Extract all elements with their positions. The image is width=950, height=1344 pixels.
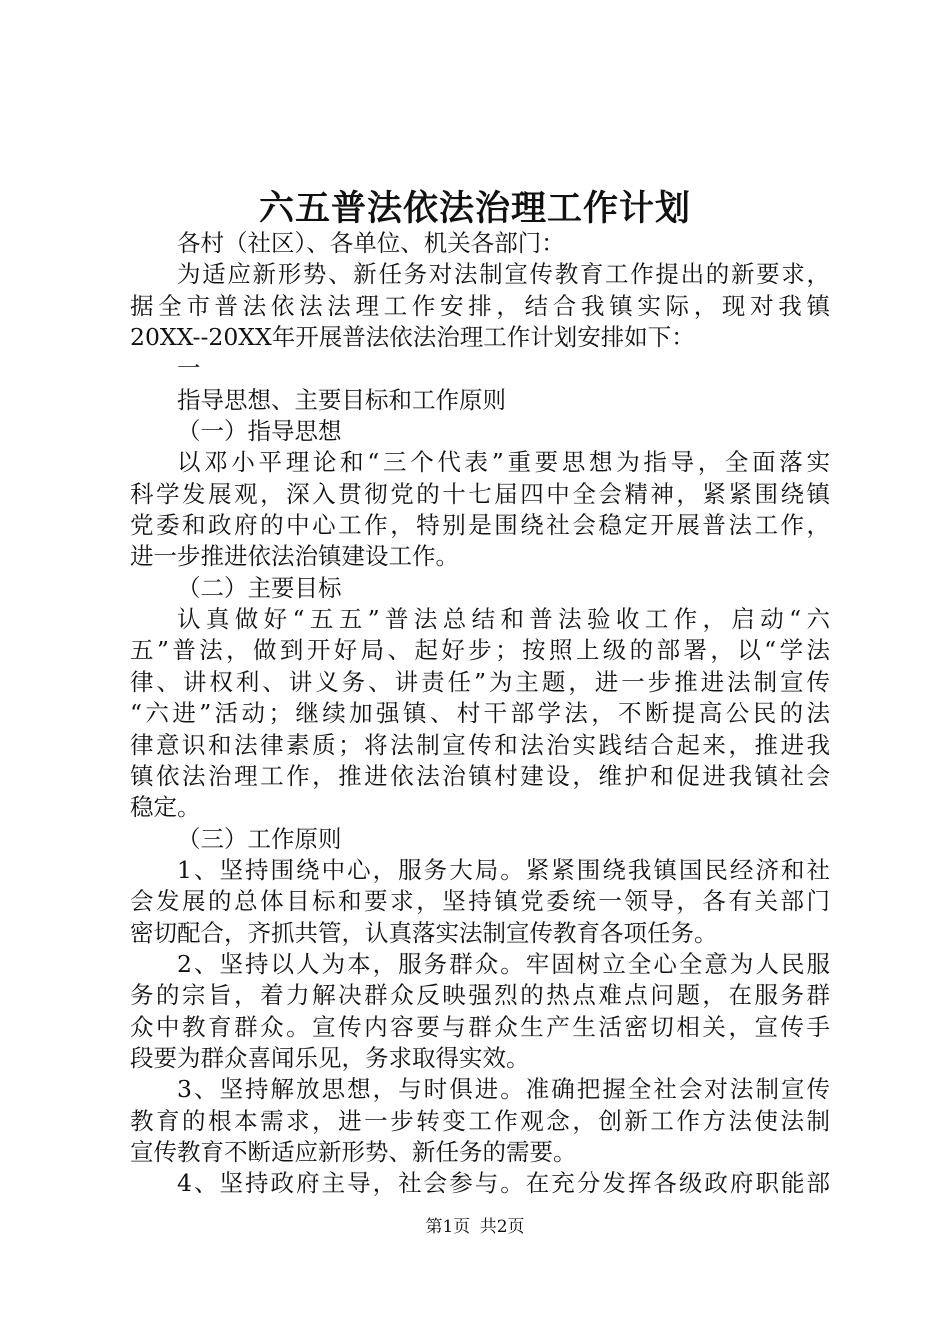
paragraph-line: 3、坚持解放思想，与时俱进。准确把握全社会对法制宣传 bbox=[177, 1075, 830, 1104]
section-heading: 指导思想、主要目标和工作原则 bbox=[177, 385, 506, 414]
paragraph-line: 科学发展观，深入贯彻党的十七届四中全会精神，紧紧围绕镇 bbox=[130, 479, 830, 508]
paragraph-line: 律意识和法律素质；将法制宣传和法治实践结合起来，推进我 bbox=[130, 730, 830, 759]
paragraph-line: 党委和政府的中心工作，特别是围绕社会稳定开展普法工作， bbox=[130, 511, 830, 540]
paragraph-line: 镇依法治理工作，推进依法治镇村建设，维护和促进我镇社会 bbox=[130, 761, 830, 790]
subsection-heading: （二）主要目标 bbox=[177, 573, 342, 602]
paragraph-line: 据全市普法依法法理工作安排，结合我镇实际，现对我镇 bbox=[130, 291, 830, 320]
paragraph-line: 为适应新形势、新任务对法制宣传教育工作提出的新要求， bbox=[177, 260, 830, 289]
paragraph-line: 务的宗旨，着力解决群众反映强烈的热点难点问题，在服务群 bbox=[130, 981, 830, 1010]
paragraph-line: 教育的根本需求，进一步转变工作观念，创新工作方法使法制 bbox=[130, 1106, 830, 1135]
paragraph-line: 稳定。 bbox=[130, 793, 201, 822]
paragraph-line: 4、坚持政府主导，社会参与。在充分发挥各级政府职能部 bbox=[177, 1169, 830, 1198]
paragraph-line: 会发展的总体目标和要求，坚持镇党委统一领导，各有关部门 bbox=[130, 887, 830, 916]
paragraph-line: 众中教育群众。宣传内容要与群众生产生活密切相关，宣传手 bbox=[130, 1012, 830, 1041]
paragraph-line: 段要为群众喜闻乐见，务求取得实效。 bbox=[130, 1043, 530, 1072]
paragraph-line: 宣传教育不断适应新形势、新任务的需要。 bbox=[130, 1137, 577, 1166]
page-footer bbox=[0, 1216, 950, 1238]
document-title: 六五普法依法治理工作计划 bbox=[258, 188, 691, 229]
paragraph-line: 律、讲权利、讲义务、讲责任”为主题，进一步推进法制宣传 bbox=[130, 667, 830, 696]
paragraph-line: 20XX--20XX年开展普法依法治理工作计划安排如下： bbox=[130, 323, 695, 352]
page-number: 第1页 bbox=[425, 1217, 471, 1237]
paragraph-line: 密切配合，齐抓共管，认真落实法制宣传教育各项任务。 bbox=[130, 918, 718, 947]
page-total: 共2页 bbox=[479, 1217, 525, 1237]
paragraph-line: “六进”活动；继续加强镇、村干部学法，不断提高公民的法 bbox=[130, 699, 830, 728]
document-body bbox=[130, 228, 830, 1200]
paragraph-line: 进一步推进依法治镇建设工作。 bbox=[130, 542, 459, 571]
subsection-heading: （三）工作原则 bbox=[177, 824, 342, 853]
paragraph-line: 1、坚持围绕中心，服务大局。紧紧围绕我镇国民经济和社 bbox=[177, 855, 830, 884]
paragraph-line: 认真做好“五五”普法总结和普法验收工作，启动“六 bbox=[177, 605, 830, 634]
section-number: 一 bbox=[177, 354, 201, 383]
paragraph-line: 五”普法，做到开好局、起好步；按照上级的部署，以“学法 bbox=[130, 636, 830, 665]
salutation-line: 各村（社区）、各单位、机关各部门： bbox=[177, 229, 565, 257]
subsection-heading: （一）指导思想 bbox=[177, 417, 342, 446]
paragraph-line: 以邓小平理论和“三个代表”重要思想为指导，全面落实 bbox=[177, 448, 830, 477]
paragraph-line: 2、坚持以人为本，服务群众。牢固树立全心全意为人民服 bbox=[177, 949, 830, 978]
